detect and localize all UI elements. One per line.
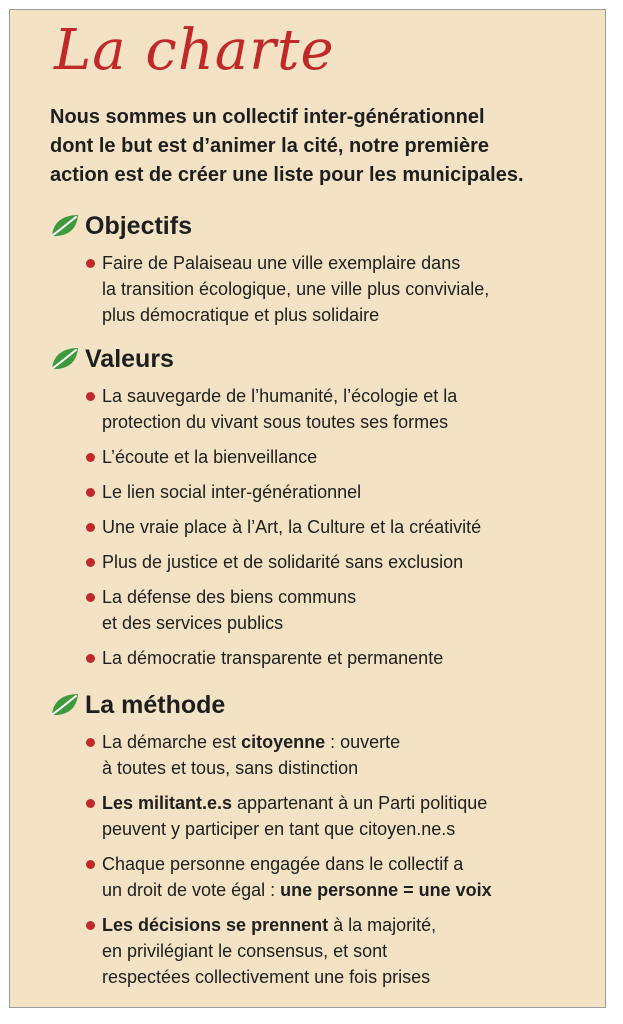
objectifs-list — [86, 250, 586, 337]
bullet-dot-icon — [86, 488, 95, 497]
bullet-dot-icon — [86, 921, 95, 930]
item-line — [102, 877, 586, 903]
item-line: Faire de Palaiseau une ville exemplaire dans — [102, 253, 461, 273]
leaf-icon — [50, 692, 80, 718]
item-line: La démocratie transparente et permanente — [102, 648, 444, 668]
bullet-dot-icon — [86, 860, 95, 869]
list-item — [86, 584, 586, 636]
bold-segment: Les décisions se prennent — [102, 915, 329, 935]
list-item — [86, 912, 586, 990]
list-item — [86, 444, 586, 470]
leaf-icon — [50, 213, 80, 239]
section-heading-objectifs — [50, 211, 192, 241]
intro-line: action est de créer une liste pour les municipales. — [50, 164, 524, 186]
item-line: La défense des biens communs — [102, 587, 357, 607]
intro-paragraph — [50, 103, 585, 190]
list-item — [86, 851, 586, 903]
bullet-dot-icon — [86, 799, 95, 808]
item-line: à toutes et tous, sans distinction — [102, 758, 359, 778]
page-title: La charte — [54, 18, 335, 83]
bold-segment: Les militant.e.s — [102, 793, 233, 813]
section-heading-valeurs — [50, 344, 174, 374]
bold-segment: une personne = une voix — [280, 880, 492, 900]
bullet-dot-icon — [86, 453, 95, 462]
intro-line: Nous sommes un collectif inter-générationnel — [50, 106, 485, 128]
item-line: plus démocratique et plus solidaire — [102, 305, 380, 325]
list-item — [86, 383, 586, 435]
bullet-dot-icon — [86, 738, 95, 747]
leaf-icon — [50, 346, 80, 372]
bullet-dot-icon — [86, 593, 95, 602]
text-segment: : ouverte — [325, 732, 401, 752]
section-title: Valeurs — [85, 345, 174, 373]
bold-segment: citoyenne — [241, 732, 326, 752]
text-segment: à la majorité, — [328, 915, 437, 935]
intro-line: dont le but est d’animer la cité, notre première — [50, 135, 489, 157]
list-item — [86, 549, 586, 575]
item-line: Le lien social inter-générationnel — [102, 482, 362, 502]
item-line: en privilégiant le consensus, et sont — [102, 941, 388, 961]
methode-list — [86, 729, 586, 999]
bullet-dot-icon — [86, 392, 95, 401]
list-item — [86, 790, 586, 842]
list-item — [86, 514, 586, 540]
item-line: respectées collectivement une fois prises — [102, 967, 431, 987]
item-line: L’écoute et la bienveillance — [102, 447, 318, 467]
bullet-dot-icon — [86, 654, 95, 663]
bullet-dot-icon — [86, 259, 95, 268]
list-item — [86, 645, 586, 671]
item-line — [102, 912, 586, 938]
item-line: Plus de justice et de solidarité sans exclusion — [102, 552, 464, 572]
bullet-dot-icon — [86, 558, 95, 567]
item-line: protection du vivant sous toutes ses formes — [102, 412, 449, 432]
item-line: la transition écologique, une ville plus conviviale, — [102, 279, 490, 299]
item-line: Une vraie place à l’Art, la Culture et la créativité — [102, 517, 482, 537]
text-segment: appartenant à un Parti politique — [232, 793, 488, 813]
item-line: et des services publics — [102, 613, 284, 633]
item-line: peuvent y participer en tant que citoyen.ne.s — [102, 819, 456, 839]
list-item — [86, 479, 586, 505]
bullet-dot-icon — [86, 523, 95, 532]
text-segment: un droit de vote égal : — [102, 880, 281, 900]
list-item — [86, 250, 586, 328]
list-item — [86, 729, 586, 781]
item-line — [102, 729, 586, 755]
item-line: La sauvegarde de l’humanité, l’écologie et la — [102, 386, 458, 406]
item-line — [102, 790, 586, 816]
text-segment: La démarche est — [102, 732, 242, 752]
valeurs-list — [86, 383, 586, 680]
item-line: Chaque personne engagée dans le collectif a — [102, 854, 464, 874]
section-title: La méthode — [85, 691, 226, 719]
section-title: Objectifs — [85, 212, 192, 240]
section-heading-methode — [50, 690, 225, 720]
